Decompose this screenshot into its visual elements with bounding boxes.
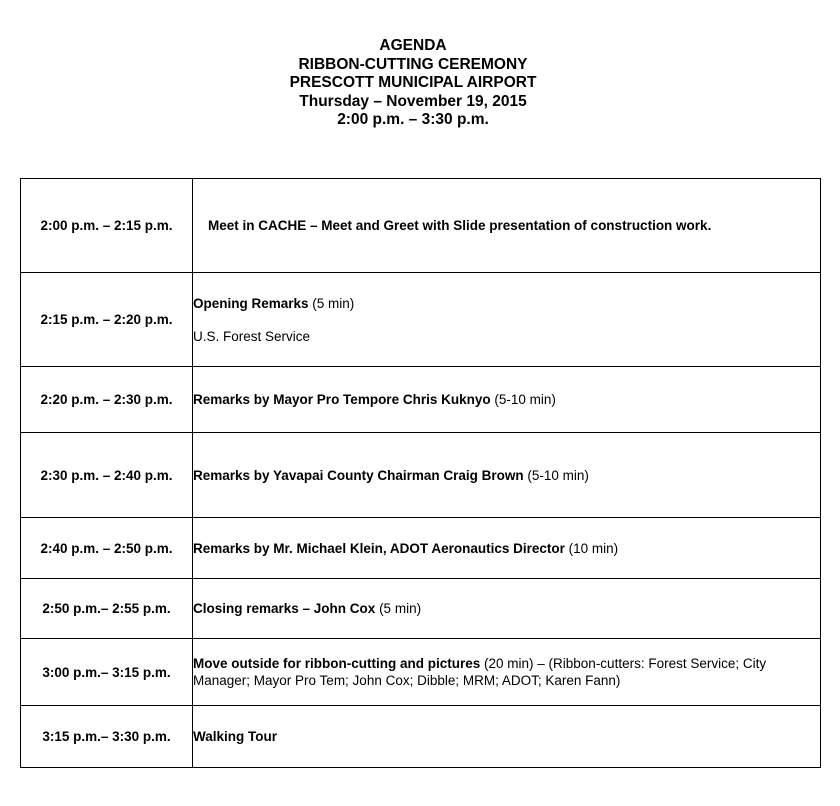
header-time-range: 2:00 p.m. – 3:30 p.m.: [337, 111, 489, 128]
agenda-description: [193, 639, 821, 706]
agenda-description: [193, 433, 821, 518]
agenda-item-speaker: U.S. Forest Service: [193, 328, 311, 344]
agenda-row: [21, 367, 821, 433]
header-location: PRESCOTT MUNICIPAL AIRPORT: [289, 74, 537, 91]
agenda-item-title: Meet in CACHE – Meet and Greet with Slide presentation of construction work.: [208, 218, 712, 233]
agenda-description: [193, 518, 821, 579]
agenda-table: [20, 178, 821, 768]
header-title: AGENDA: [379, 37, 447, 54]
agenda-time: 2:40 p.m. – 2:50 p.m.: [21, 518, 193, 579]
agenda-row: [21, 639, 821, 706]
agenda-time: 2:00 p.m. – 2:15 p.m.: [21, 179, 193, 273]
agenda-description: [193, 367, 821, 433]
agenda-item-title: Remarks by Mr. Michael Klein, ADOT Aeronautics Director: [193, 540, 565, 556]
agenda-item-duration: (5 min): [308, 295, 355, 311]
agenda-row: [21, 273, 821, 367]
agenda-item-title: Walking Tour: [193, 729, 277, 744]
agenda-description: [193, 579, 821, 639]
agenda-row: [21, 706, 821, 768]
agenda-item-duration: (5-10 min): [523, 467, 589, 483]
agenda-time: 2:30 p.m. – 2:40 p.m.: [21, 433, 193, 518]
agenda-time: 2:20 p.m. – 2:30 p.m.: [21, 367, 193, 433]
agenda-row: [21, 179, 821, 273]
agenda-item-title: Remarks by Yavapai County Chairman Craig Brown: [193, 467, 524, 483]
agenda-row: [21, 579, 821, 639]
agenda-description: [193, 273, 821, 367]
header-date: Thursday – November 19, 2015: [299, 92, 527, 110]
agenda-item-duration: (5-10 min): [490, 392, 556, 407]
agenda-description: [193, 706, 821, 768]
agenda-item-title: Closing remarks – John Cox: [193, 601, 376, 616]
agenda-time: 2:15 p.m. – 2:20 p.m.: [21, 273, 193, 367]
agenda-time: 3:00 p.m.– 3:15 p.m.: [21, 639, 193, 706]
agenda-time: 3:15 p.m.– 3:30 p.m.: [21, 706, 193, 768]
agenda-description: [193, 179, 821, 273]
agenda-row: [21, 518, 821, 579]
agenda-item-title: Move outside for ribbon-cutting and pictures: [193, 656, 481, 671]
header-event: RIBBON-CUTTING CEREMONY: [298, 55, 528, 73]
agenda-item-title: Opening Remarks: [193, 295, 309, 311]
agenda-header: [0, 37, 826, 130]
agenda-item-duration: (5 min): [375, 601, 422, 616]
agenda-time: 2:50 p.m.– 2:55 p.m.: [21, 579, 193, 639]
agenda-item-duration: (10 min): [564, 540, 619, 556]
agenda-item-duration: (20 min) – (Ribbon-cutters: Forest Service; City Manager; Mayor Pro Tem; John Cox; Dibble; MRM; ADOT; Karen Fann): [193, 656, 767, 688]
agenda-item-title: Remarks by Mayor Pro Tempore Chris Kuknyo: [193, 392, 491, 407]
agenda-row: [21, 433, 821, 518]
